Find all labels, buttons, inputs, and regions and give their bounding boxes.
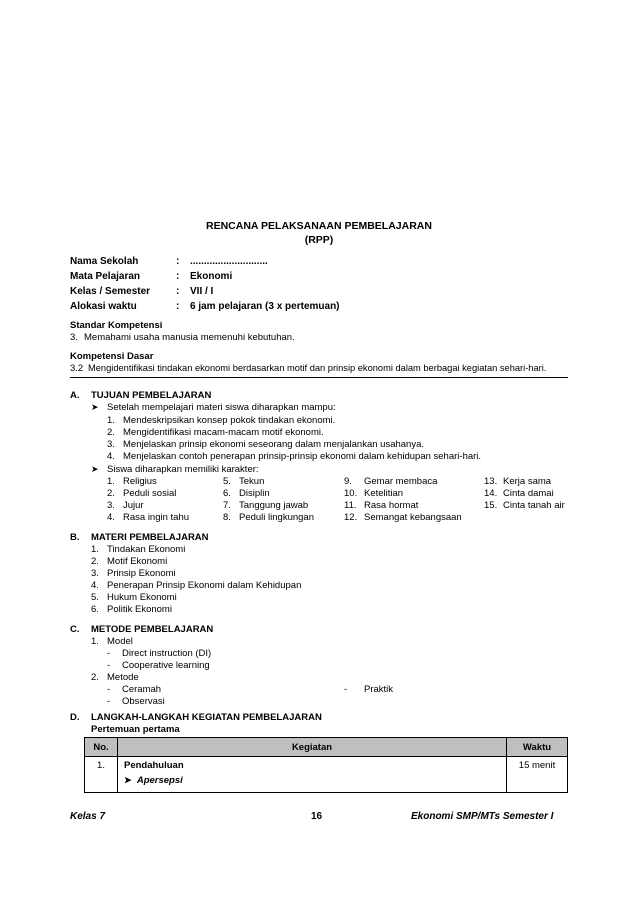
- model-item: Direct instruction (DI): [122, 648, 212, 659]
- metode-item: Ceramah: [122, 684, 162, 695]
- footer-right: Ekonomi SMP/MTs Semester I: [411, 811, 554, 822]
- karakter-num: 13.: [484, 476, 498, 487]
- karakter-item: Cinta damai: [503, 488, 554, 499]
- karakter-num: 1.: [107, 476, 115, 487]
- header-waktu: Waktu: [507, 738, 568, 757]
- row-sub: [124, 775, 500, 786]
- karakter-item: Rasa hormat: [364, 500, 419, 511]
- page-number: 16: [311, 811, 323, 822]
- row-kegiatan: [118, 757, 507, 793]
- goal-text: Menjelaskan contoh penerapan prinsip-prinsip ekonomi dalam kehidupan sehari-hari.: [123, 451, 482, 462]
- document-title: RENCANA PELAKSANAAN PEMBELAJARAN: [206, 220, 432, 232]
- karakter-num: 15.: [484, 500, 498, 511]
- materi-num: 6.: [91, 604, 99, 615]
- karakter-item: Semangat kebangsaan: [364, 512, 462, 523]
- karakter-num: 5.: [223, 476, 231, 487]
- karakter-item: Tekun: [239, 476, 265, 487]
- section-c-heading: METODE PEMBELAJARAN: [91, 624, 214, 635]
- dash: -: [107, 660, 111, 671]
- dash: -: [107, 648, 111, 659]
- materi-num: 2.: [91, 556, 99, 567]
- metode-num: 2.: [91, 672, 99, 683]
- metode-label: Metode: [107, 672, 139, 683]
- row-title: Pendahuluan: [124, 760, 184, 771]
- identity-value: Ekonomi: [190, 271, 233, 282]
- karakter-item: Tanggung jawab: [239, 500, 309, 511]
- goal-text: Menjelaskan prinsip ekonomi seseorang dalam menjalankan usahanya.: [123, 439, 425, 450]
- arrow-bullet-icon: ➤: [91, 402, 99, 412]
- materi-num: 1.: [91, 544, 99, 555]
- karakter-num: 9.: [344, 476, 352, 487]
- section-c-letter: C.: [70, 624, 80, 635]
- identity-value: VII / I: [190, 286, 214, 297]
- materi-num: 3.: [91, 568, 99, 579]
- karakter-num: 4.: [107, 512, 115, 523]
- karakter-item: Peduli lingkungan: [239, 512, 315, 523]
- goal-num: 1.: [107, 415, 115, 426]
- dasar-num: 3.2: [70, 363, 84, 374]
- dash: -: [107, 696, 111, 707]
- goal-num: 3.: [107, 439, 115, 450]
- model-num: 1.: [91, 636, 99, 647]
- materi-item: Motif Ekonomi: [107, 556, 168, 567]
- model-label: Model: [107, 636, 133, 647]
- karakter-item: Peduli sosial: [123, 488, 177, 499]
- section-a-letter: A.: [70, 390, 80, 401]
- goal-text: Mendeskripsikan konsep pokok tindakan ekonomi.: [123, 415, 336, 426]
- table-header-row: [85, 738, 568, 757]
- row-time: 15 menit: [507, 757, 568, 793]
- section-b-letter: B.: [70, 532, 80, 543]
- karakter-item: Jujur: [123, 500, 144, 511]
- karakter-num: 3.: [107, 500, 115, 511]
- identity-sep: :: [176, 301, 180, 312]
- standar-num: 3.: [70, 332, 78, 343]
- divider: [70, 377, 568, 378]
- section-d-letter: D.: [70, 712, 80, 723]
- karakter-num: 11.: [344, 500, 357, 511]
- header-no: No.: [85, 738, 118, 757]
- karakter-num: 12.: [344, 512, 358, 523]
- identity-sep: :: [176, 286, 180, 297]
- karakter-num: 14.: [484, 488, 498, 499]
- materi-item: Hukum Ekonomi: [107, 592, 177, 603]
- karakter-item: Cinta tanah air: [503, 500, 565, 511]
- dash: -: [107, 684, 111, 695]
- goal-num: 4.: [107, 451, 115, 462]
- row-sub-text: Apersepsi: [136, 775, 183, 786]
- metode-item: Observasi: [122, 696, 165, 707]
- identity-value: ............................: [190, 256, 268, 267]
- model-item: Cooperative learning: [122, 660, 210, 671]
- row-no: 1.: [85, 757, 118, 793]
- karakter-item: Rasa ingin tahu: [123, 512, 190, 523]
- goal-num: 2.: [107, 427, 115, 438]
- karakter-item: Disiplin: [239, 488, 270, 499]
- section-b-heading: MATERI PEMBELAJARAN: [91, 532, 209, 543]
- identity-sep: :: [176, 271, 180, 282]
- goal-text: Mengidentifikasi macam-macam motif ekonomi.: [123, 427, 324, 438]
- goal-intro: Setelah mempelajari materi siswa diharapkan mampu:: [107, 402, 336, 413]
- materi-item: Penerapan Prinsip Ekonomi dalam Kehidupan: [107, 580, 302, 591]
- karakter-item: Religius: [123, 476, 157, 487]
- section-a-heading: TUJUAN PEMBELAJARAN: [91, 390, 212, 401]
- identity-label: Mata Pelajaran: [70, 271, 141, 282]
- header-kegiatan: Kegiatan: [118, 738, 507, 757]
- metode-item: Praktik: [364, 684, 394, 695]
- karakter-num: 10.: [344, 488, 358, 499]
- document-subtitle: (RPP): [304, 234, 334, 246]
- arrow-bullet-icon: ➤: [91, 464, 99, 474]
- table-row: [85, 757, 568, 793]
- karakter-item: Ketelitian: [364, 488, 404, 499]
- identity-value: 6 jam pelajaran (3 x pertemuan): [190, 301, 340, 312]
- section-d-heading: LANGKAH-LANGKAH KEGIATAN PEMBELAJARAN: [91, 712, 322, 723]
- karakter-intro: Siswa diharapkan memiliki karakter:: [107, 464, 259, 475]
- materi-item: Prinsip Ekonomi: [107, 568, 176, 579]
- materi-item: Tindakan Ekonomi: [107, 544, 186, 555]
- meeting-label: Pertemuan pertama: [91, 724, 180, 735]
- arrow-bullet-icon: ➤: [124, 775, 132, 785]
- materi-num: 4.: [91, 580, 99, 591]
- activity-table: [84, 737, 568, 793]
- identity-label: Nama Sekolah: [70, 256, 139, 267]
- identity-sep: :: [176, 256, 180, 267]
- karakter-num: 6.: [223, 488, 231, 499]
- karakter-num: 7.: [223, 500, 231, 511]
- karakter-item: Gemar membaca: [364, 476, 438, 487]
- footer-left: Kelas 7: [70, 811, 106, 822]
- materi-num: 5.: [91, 592, 99, 603]
- karakter-num: 8.: [223, 512, 231, 523]
- standar-text: Memahami usaha manusia memenuhi kebutuhan.: [84, 332, 295, 343]
- identity-label: Alokasi waktu: [70, 301, 137, 312]
- materi-item: Politik Ekonomi: [107, 604, 172, 615]
- standar-heading: Standar Kompetensi: [70, 320, 163, 331]
- identity-label: Kelas / Semester: [70, 286, 151, 297]
- dasar-text: Mengidentifikasi tindakan ekonomi berdasarkan motif dan prinsip ekonomi dalam berbagai kegiatan sehari-hari.: [88, 363, 547, 373]
- karakter-item: Kerja sama: [503, 476, 552, 487]
- dasar-heading: Kompetensi Dasar: [70, 351, 154, 362]
- karakter-num: 2.: [107, 488, 115, 499]
- dash: -: [344, 684, 348, 695]
